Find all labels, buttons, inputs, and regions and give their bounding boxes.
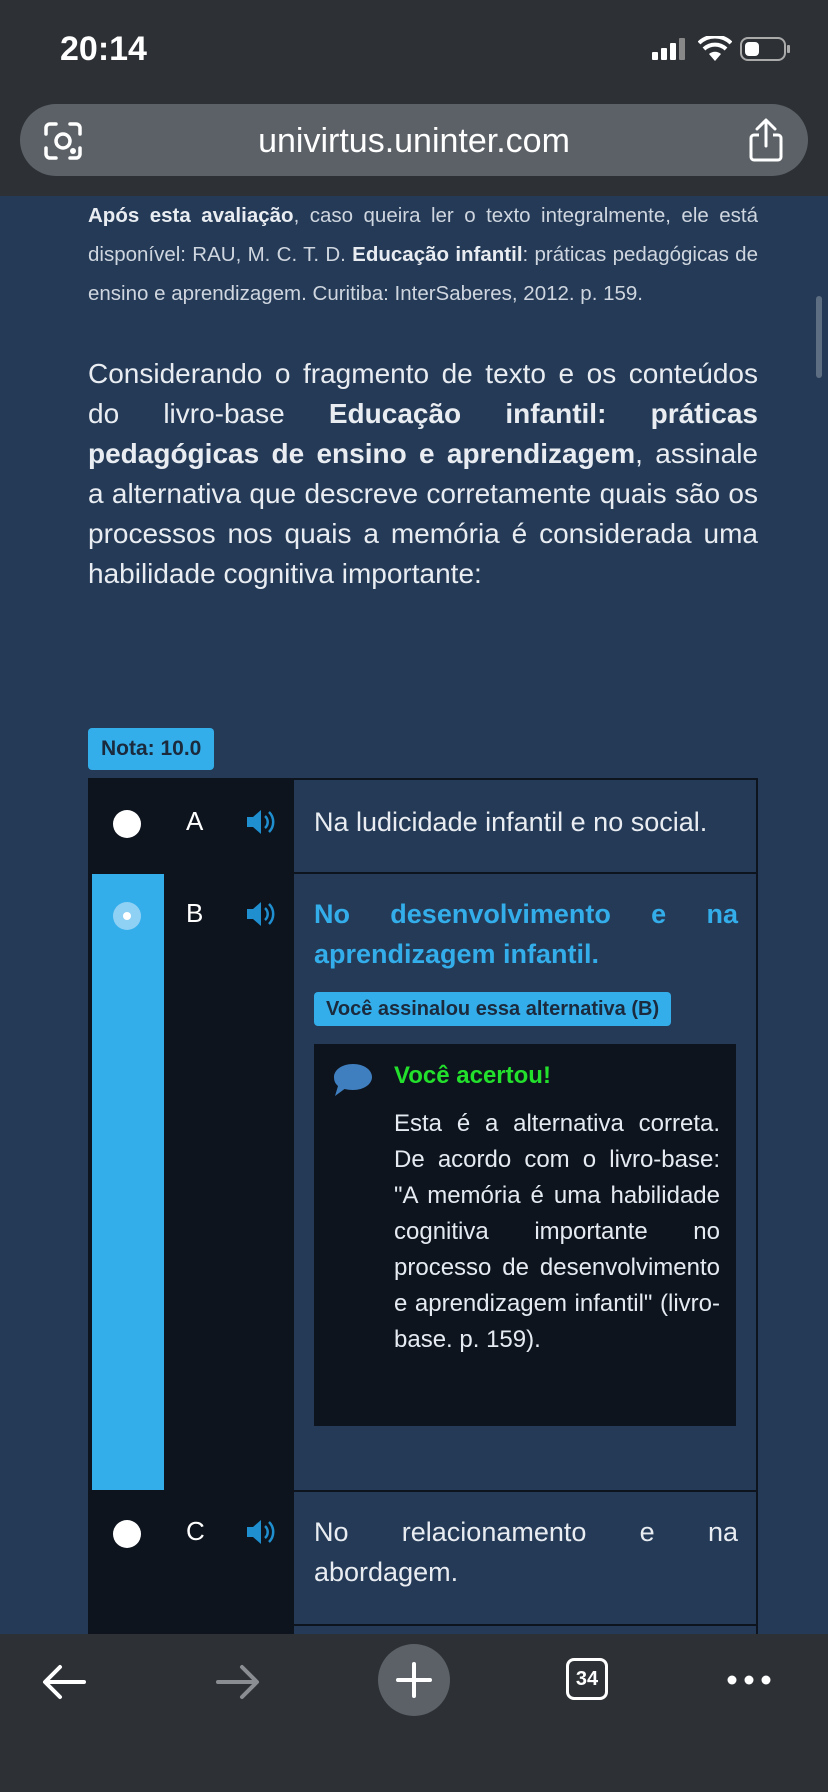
feedback-text: Esta é a alternativa correta. De acordo com o livro-base: "A memória é uma habilidade cognitiva importante no processo de desenvolvimento e aprendizagem infantil" (livro-base. p. 159). [394, 1110, 720, 1353]
back-arrow-icon[interactable] [40, 1662, 88, 1702]
option-a-radio[interactable] [113, 810, 141, 838]
share-icon[interactable] [748, 118, 784, 162]
option-b[interactable] [90, 874, 756, 1490]
option-a-letter: A [186, 806, 204, 836]
speaker-icon[interactable] [245, 1518, 277, 1546]
selected-indicator [92, 874, 164, 1490]
plus-icon [396, 1662, 432, 1698]
selected-alternative-badge: Você assinalou essa alternativa (B) [314, 992, 671, 1026]
speaker-icon[interactable] [245, 900, 277, 928]
browser-bottom-toolbar [0, 1634, 828, 1792]
address-bar[interactable] [20, 104, 808, 176]
option-a[interactable] [90, 780, 756, 872]
status-bar [0, 0, 828, 100]
comment-icon [332, 1062, 374, 1098]
browser-toolbar [0, 100, 828, 196]
page-scrollbar[interactable] [816, 296, 822, 378]
question-text: Considerando o fragmento de texto e os conteúdos do livro-base Educação infantil: práticas pedagógicas de ensino e aprendizagem, assinale a alternativa que descreve corretamente quais são os processos nos quais a memória é considerada uma habilidade cognitiva importante: [88, 358, 758, 589]
wifi-icon [698, 36, 732, 62]
status-time: 20:14 [60, 30, 147, 68]
feedback-title: Você acertou! [394, 1062, 551, 1089]
options-list [88, 778, 758, 1634]
option-c-letter: C [186, 1516, 205, 1546]
option-b-radio[interactable] [113, 902, 141, 930]
option-a-text: Na ludicidade infantil e no social. [314, 807, 708, 837]
url-text: univirtus.uninter.com [258, 122, 570, 160]
battery-icon [740, 36, 792, 62]
option-c-text: No relacionamento e na abordagem. [314, 1517, 738, 1587]
new-tab-button[interactable] [378, 1644, 450, 1716]
speaker-icon[interactable] [245, 808, 277, 836]
feedback-box [314, 1044, 736, 1426]
signal-icon [652, 38, 688, 60]
tabs-button[interactable]: 34 [566, 1658, 608, 1700]
forward-arrow-icon[interactable] [214, 1662, 262, 1702]
option-c[interactable] [90, 1492, 756, 1624]
page-content [0, 196, 828, 1634]
option-c-radio[interactable] [113, 1520, 141, 1548]
option-b-letter: B [186, 898, 204, 928]
grade-badge: Nota: 10.0 [88, 728, 214, 770]
more-options-icon[interactable] [726, 1674, 772, 1686]
option-b-text: No desenvolvimento e na aprendizagem infantil. [314, 899, 738, 969]
reference-text: Após esta avaliação, caso queira ler o texto integralmente, ele está disponível: RAU, M. C. T. D. Educação infantil: práticas pedagógicas de ensino e aprendizagem. Curitiba: InterSaberes, 2012. p. 159. [88, 204, 758, 305]
